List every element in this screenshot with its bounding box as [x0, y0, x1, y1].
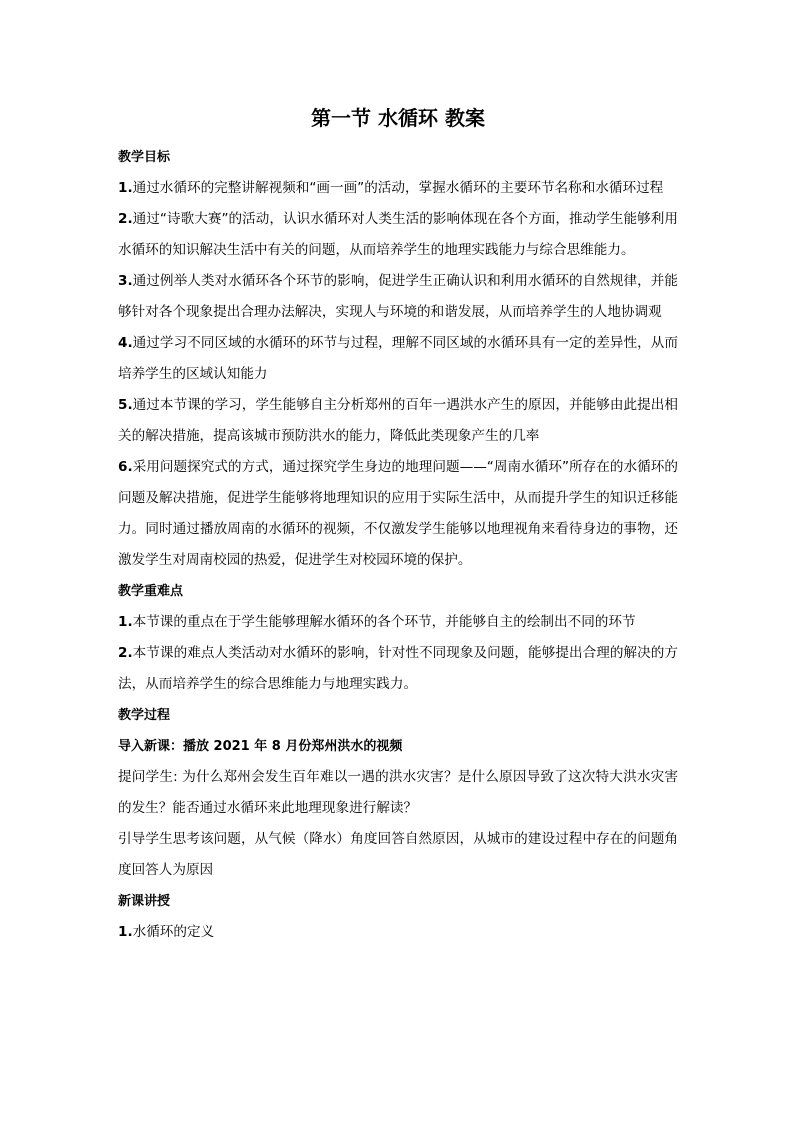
item-text: 采用问题探究式的方式，通过探究学生身边的地理问题——“周南水循环”所存在的水循环的问题及解决措施，促进学生能够将地理知识的应用于实际生活中，从而提升学生的知识迁移能力。同时通过播放周南的水循环的视频，不仅激发学生能够以地理视角来看待身边的事物，还激发学生对周南校园的热爱，促进学生对校园环境的保护。: [118, 459, 678, 568]
document-title: 第一节 水循环 教案: [311, 106, 485, 130]
item-text: 通过本节课的学习，学生能够自主分析郑州的百年一遇洪水产生的原因，并能够由此提出相关的解决措施，提高该城市预防洪水的能力，降低此类现象产生的几率: [118, 397, 678, 444]
item-text: 通过学习不同区域的水循环的环节与过程，理解不同区域的水循环具有一定的差异性，从而培养学生的区域认知能力: [118, 335, 678, 382]
objective-item-6: [118, 452, 678, 576]
item-number: 5.: [118, 397, 133, 413]
item-number: 2.: [118, 211, 133, 227]
objective-item-5: [118, 390, 678, 452]
document-page: [118, 104, 678, 948]
new-lesson-heading: 新课讲授: [118, 894, 171, 909]
item-number: 1.: [118, 924, 133, 940]
objective-item-2: [118, 204, 678, 266]
item-number: 1.: [118, 180, 133, 196]
item-number: 3.: [118, 273, 133, 289]
item-text: 通过“诗歌大赛”的活动，认识水循环对人类生活的影响体现在各个方面，推动学生能够利用水循环的知识解决生活中有关的问题，从而培养学生的地理实践能力与综合思维能力。: [118, 211, 678, 258]
item-number: 6.: [118, 459, 133, 475]
new-lesson-item-1: [118, 917, 678, 948]
item-text: 通过水循环的完整讲解视频和“画一画”的活动，掌握水循环的主要环节名称和水循环过程: [132, 180, 664, 196]
item-number: 2.: [118, 645, 133, 661]
item-text: 水循环的定义: [132, 924, 215, 940]
intro-paragraph-1: 提问学生: 为什么郑州会发生百年难以一遇的洪水灾害？是什么原因导致了这次特大洪水灾害的发生？能否通过水循环来此地理现象进行解读？: [118, 769, 678, 816]
intro-heading: 导入新课：播放 2021 年 8 月份郑州洪水的视频: [118, 739, 403, 754]
item-number: 1.: [118, 614, 133, 630]
key-point-item-1: [118, 607, 678, 638]
objective-item-4: [118, 328, 678, 390]
item-text: 本节课的难点人类活动对水循环的影响，针对性不同现象及问题，能够提出合理的解决的方法，从而培养学生的综合思维能力与地理实践力。: [118, 645, 678, 692]
objective-item-1: [118, 173, 678, 204]
key-point-item-2: [118, 638, 678, 700]
intro-paragraph-2: 引导学生思考该问题，从气候（降水）角度回答自然原因，从城市的建设过程中存在的问题角度回答人为原因: [118, 831, 678, 878]
objectives-heading: 教学目标: [118, 150, 171, 165]
item-number: 4.: [118, 335, 133, 351]
process-heading: 教学过程: [118, 708, 171, 723]
item-text: 本节课的重点在于学生能够理解水循环的各个环节，并能够自主的绘制出不同的环节: [132, 614, 636, 630]
key-points-heading: 教学重难点: [118, 584, 184, 599]
objective-item-3: [118, 266, 678, 328]
item-text: 通过例举人类对水循环各个环节的影响，促进学生正确认识和利用水循环的自然规律，并能够针对各个现象提出合理办法解决，实现人与环境的和谐发展，从而培养学生的人地协调观: [118, 273, 678, 320]
